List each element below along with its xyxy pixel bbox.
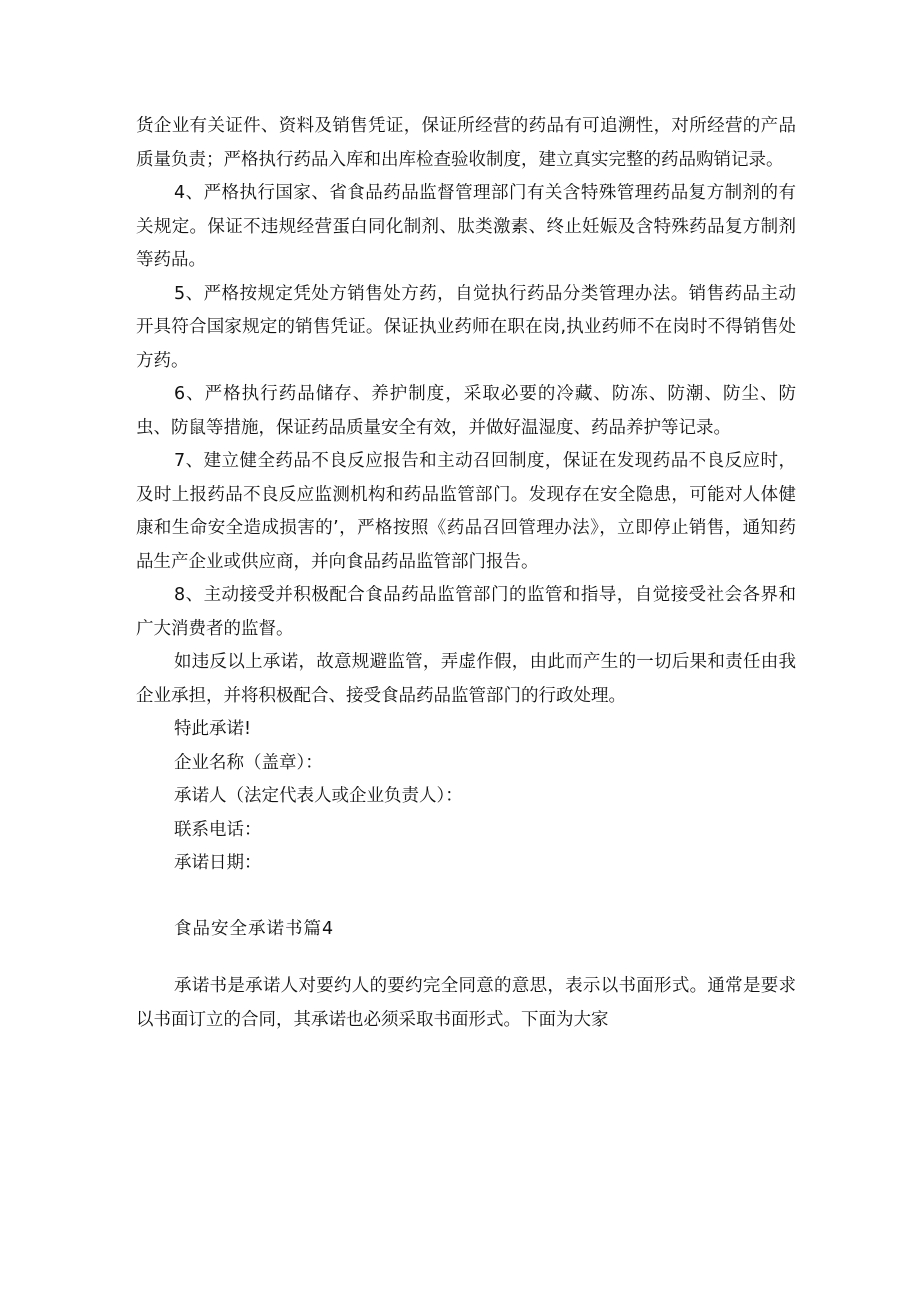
section-title: 食品安全承诺书篇4	[174, 918, 335, 939]
paragraph-item-7: 7、建立健全药品不良反应报告和主动召回制度，保证在发现药品不良反应时，及时上报药品不良反应监测机构和药品监管部门。发现存在安全隐患，可能对人体健康和生命安全造成损害的’，严格按照《药品召回管理办法》，立即停止销售，通知药品生产企业或供应商，并向食品药品监管部门报告。	[136, 451, 796, 572]
closing-statement: 特此承诺!	[174, 719, 252, 739]
paragraph-item-8: 8、主动接受并积极配合食品药品监管部门的监管和指导，自觉接受社会各界和广大消费者的监督。	[136, 585, 796, 639]
paragraph-violation-clause: 如违反以上承诺，故意规避监管，弄虚作假，由此而产生的一切后果和责任由我企业承担，并将积极配合、接受食品药品监管部门的行政处理。	[136, 652, 796, 706]
field-promisor: 承诺人（法定代表人或企业负责人）：	[174, 786, 463, 806]
paragraph-item-4: 4、严格执行国家、省食品药品监督管理部门有关含特殊管理药品复方制剂的有关规定。保证不违规经营蛋白同化制剂、肽类激素、终止妊娠及含特殊药品复方制剂等药品。	[136, 183, 796, 270]
paragraph-item-6: 6、严格执行药品储存、养护制度，采取必要的冷藏、防冻、防潮、防尘、防虫、防鼠等措施，保证药品质量安全有效，并做好温湿度、药品养护等记录。	[136, 384, 796, 438]
field-phone: 联系电话：	[174, 819, 262, 840]
document-body	[136, 110, 796, 1037]
field-date: 承诺日期：	[174, 853, 262, 873]
field-company-name: 企业名称（盖章）：	[174, 752, 323, 773]
paragraph-intro: 承诺书是承诺人对要约人的要约完全同意的意思，表示以书面形式。通常是要求以书面订立的合同，其承诺也必须采取书面形式。下面为大家	[136, 976, 796, 1030]
paragraph-continuation: 货企业有关证件、资料及销售凭证，保证所经营的药品有可追溯性，对所经营的产品质量负责；严格执行药品入库和出库检查验收制度，建立真实完整的药品购销记录。	[136, 116, 796, 170]
paragraph-item-5: 5、严格按规定凭处方销售处方药，自觉执行药品分类管理办法。销售药品主动开具符合国家规定的销售凭证。保证执业药师在职在岗,执业药师不在岗时不得销售处方药。	[136, 283, 796, 371]
